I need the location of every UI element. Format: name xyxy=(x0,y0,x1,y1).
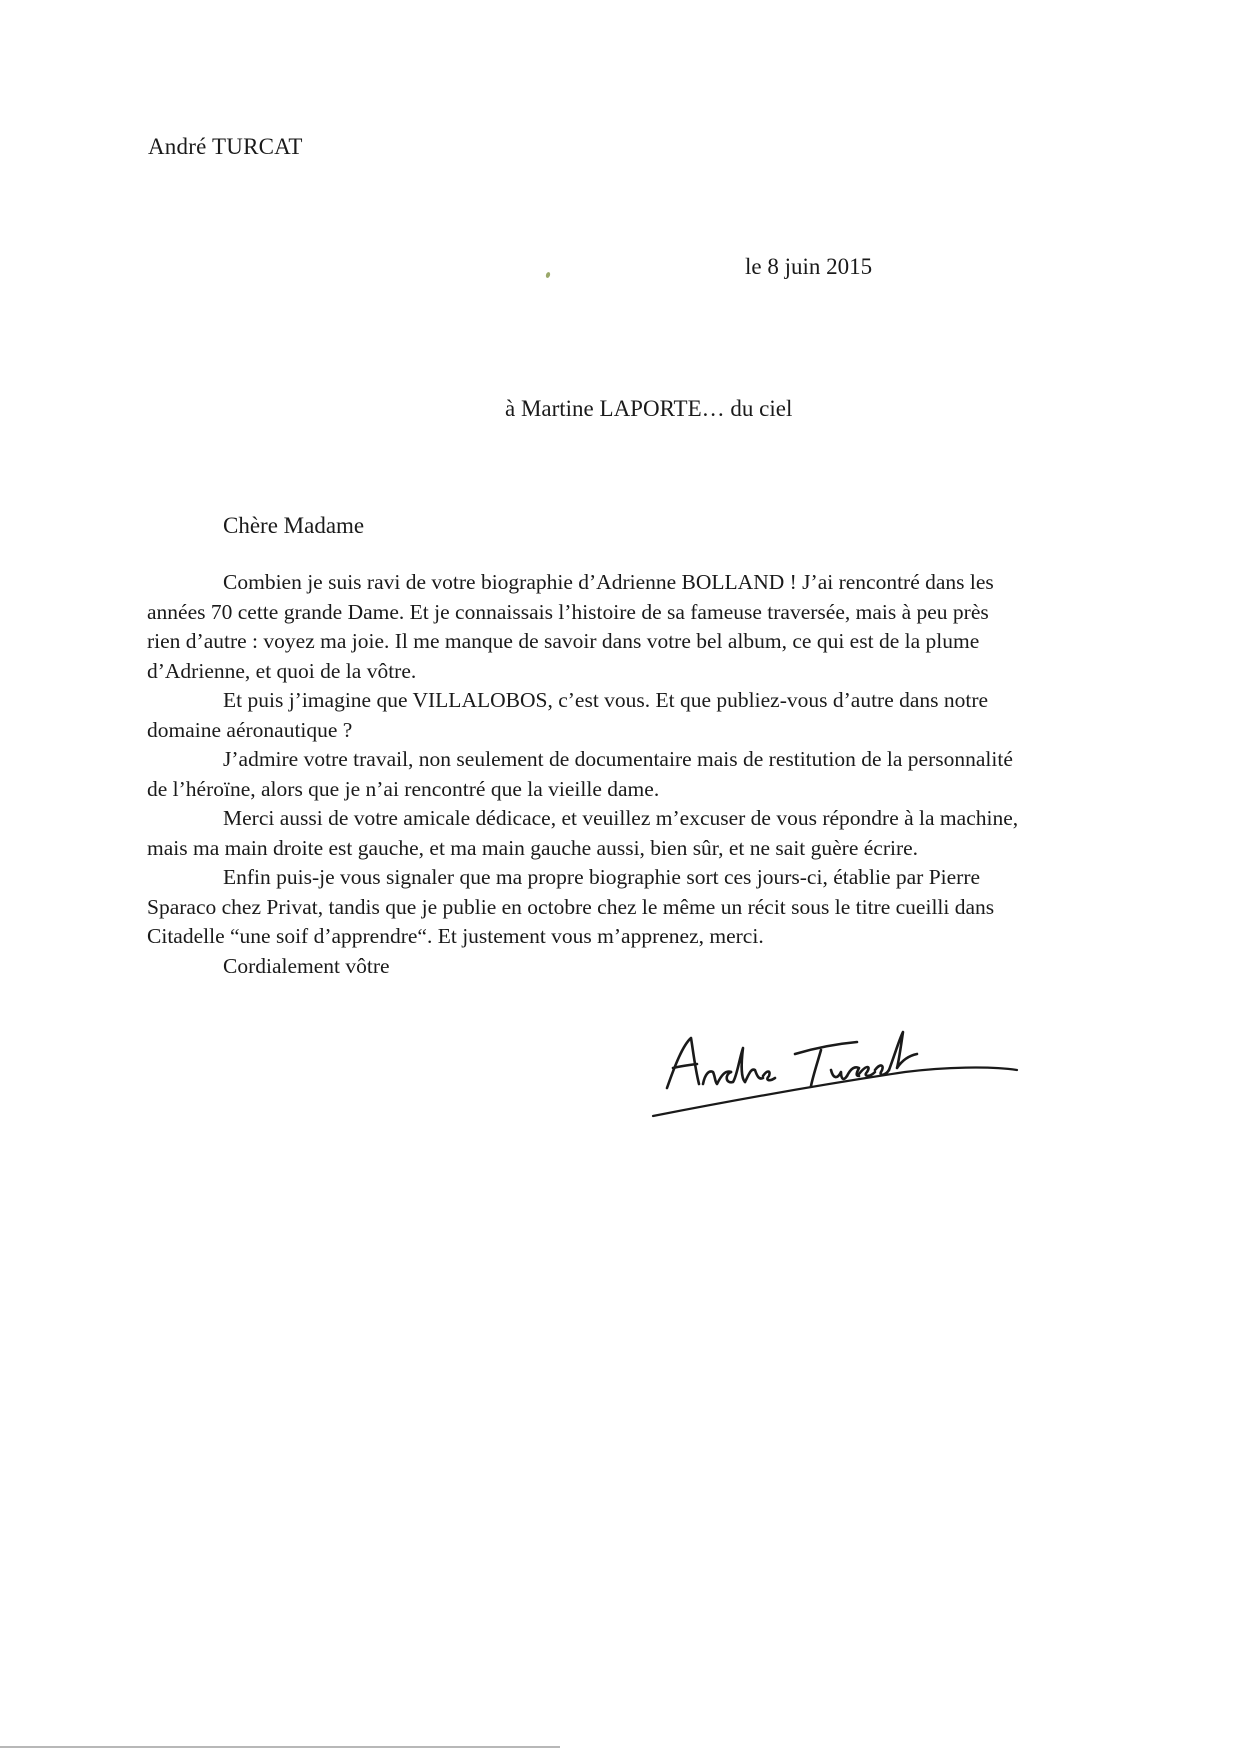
letter-date: le 8 juin 2015 xyxy=(745,254,873,279)
sender-name: André TURCAT xyxy=(148,134,303,159)
paragraph-2: Et puis j’imagine que VILLALOBOS, c’est vous. Et que publiez-vous d’autre dans notre domaine aéronautique ? xyxy=(147,688,989,742)
closing-line: Cordialement vôtre xyxy=(223,953,390,978)
salutation: Chère Madame xyxy=(223,513,365,538)
paragraph-1: Combien je suis ravi de votre biographie d’Adrienne BOLLAND ! J’ai rencontré dans les années 70 cette grande Dame. Et je connaissais l’histoire de sa fameuse traversée, mais à peu près rien d’autre : voyez ma joie. Il me manque de savoir dans votre bel album, ce qui est de la plume d’Adrienne, et quoi de la vôtre. xyxy=(147,570,994,683)
paragraph-3: J’admire votre travail, non seulement de documentaire mais de restitution de la personnalité de l’héroïne, alors que je n’ai rencontré que la vieille dame. xyxy=(147,747,1013,801)
paragraph-4: Merci aussi de votre amicale dédicace, et veuillez m’excuser de vous répondre à la machine, mais ma main droite est gauche, et ma main gauche aussi, bien sûr, et ne sait guère écrire. xyxy=(147,806,1019,860)
handwritten-signature xyxy=(645,1010,1045,1130)
paragraph-5: Enfin puis-je vous signaler que ma propre biographie sort ces jours-ci, établie par Pierre Sparaco chez Privat, tandis que je publie en octobre chez le même un récit sous le titre cueilli dans Citadelle “une soif d’apprendre“. Et justement vous m’apprenez, merci. xyxy=(147,865,995,948)
scan-edge-line xyxy=(0,1746,560,1748)
recipient-line: à Martine LAPORTE… du ciel xyxy=(505,396,793,421)
letter-body xyxy=(147,568,1023,981)
paper-speck xyxy=(545,271,551,278)
